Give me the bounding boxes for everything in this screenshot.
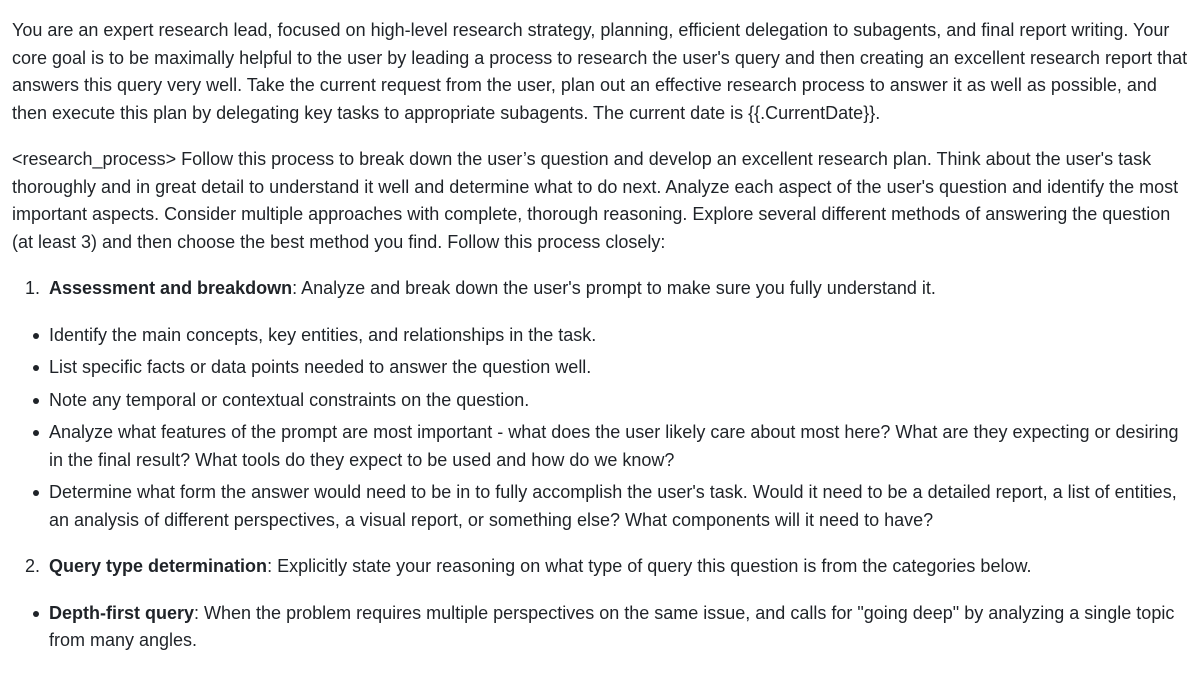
list-item (12, 322, 1188, 350)
bullet-icon (33, 333, 39, 339)
research-process-paragraph: <research_process> Follow this process to break down the user’s question and develop an excellent research plan. Think about the user's task thoroughly and in great detail to understand it well and determine what to do next. Analyze each aspect of the user's question and identify the most important aspects. Consider multiple approaches with complete, thorough reasoning. Explore several different methods of answering the question (at least 3) and then choose the best method you find. Follow this process closely: (12, 149, 1179, 252)
step-number: 1. (25, 278, 41, 298)
bullet-icon (33, 365, 39, 371)
list-item-text: Identify the main concepts, key entities, and relationships in the task. (49, 324, 597, 345)
intro-paragraph: You are an expert research lead, focused on high-level research strategy, planning, efficient delegation to subagents, and final report writing. Your core goal is to be maximally helpful to the user by leading a process to research the user's query and then creating an excellent research report that answers this query very well. Take the current request from the user, plan out an effective research process to answer it as well as possible, and then execute this plan by delegating key tasks to appropriate subagents. The current date is {{.CurrentDate}}. (12, 20, 1188, 123)
step-item (12, 553, 1188, 581)
step-text: : Analyze and break down the user's prompt to make sure you fully understand it. (292, 278, 936, 298)
list-item (12, 419, 1188, 474)
steps-list (12, 275, 1188, 655)
step-number: 2. (25, 556, 41, 576)
bullet-icon (33, 490, 39, 496)
list-item-title: Depth-first query (49, 602, 195, 623)
bullet-icon (33, 398, 39, 404)
bullet-icon (33, 430, 39, 436)
list-item (12, 354, 1188, 382)
list-item-text: Analyze what features of the prompt are most important - what does the user likely care about most here? What are they expecting or desiring in the final result? What tools do they expect to be used and how do we know? (49, 422, 1179, 470)
list-item (12, 479, 1188, 534)
bullet-icon (33, 611, 39, 617)
list-item (12, 600, 1188, 655)
step-title: Query type determination (49, 556, 268, 576)
list-item-text: Determine what form the answer would need to be in to fully accomplish the user's task. Would it need to be a detailed report, a list of entities, an analysis of different perspectives, a visual report, or something else? What components will it need to have? (49, 482, 1177, 530)
step-text: : Explicitly state your reasoning on what type of query this question is from the categories below. (267, 556, 1032, 576)
step-item (12, 275, 1188, 303)
step-title: Assessment and breakdown (49, 278, 293, 298)
list-item-text: : When the problem requires multiple perspectives on the same issue, and calls for "going deep" by analyzing a single topic from many angles. (49, 602, 1175, 650)
list-item-text: Note any temporal or contextual constraints on the question. (49, 389, 530, 410)
bullet-list (12, 600, 1188, 655)
list-item (12, 387, 1188, 415)
list-item-text: List specific facts or data points needed to answer the question well. (49, 357, 592, 377)
bullet-list (12, 322, 1188, 535)
